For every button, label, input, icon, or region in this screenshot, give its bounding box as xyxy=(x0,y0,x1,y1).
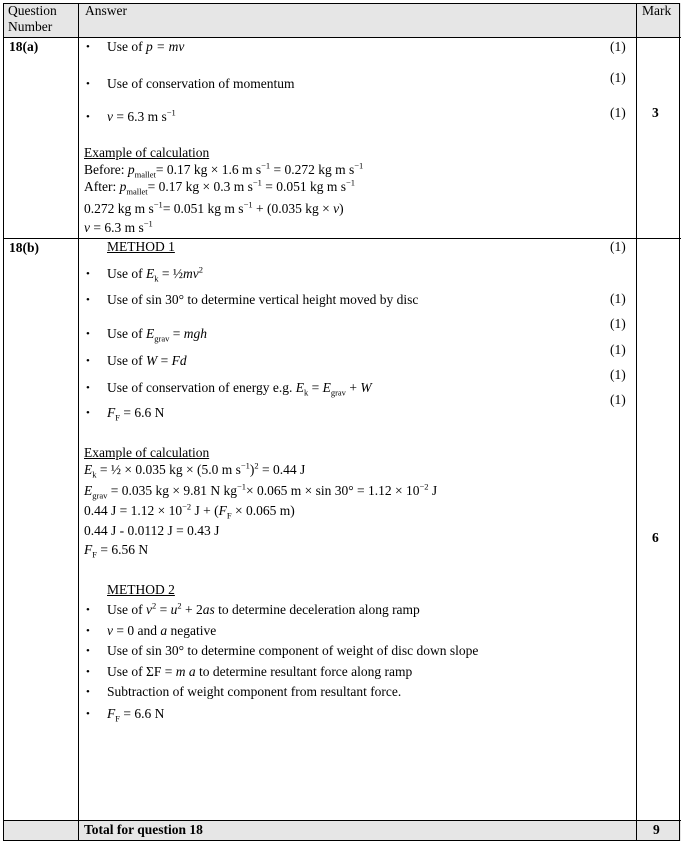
divider xyxy=(78,3,79,841)
text-segment: 0.272 kg m s xyxy=(84,201,154,216)
text-segment: E xyxy=(146,326,155,341)
text-segment: k xyxy=(92,469,97,480)
bullet-icon: • xyxy=(86,111,90,123)
answer-point xyxy=(107,405,164,421)
question-number-18b: 18(b) xyxy=(9,240,39,255)
text-segment: mallet xyxy=(126,186,148,197)
text-segment: k xyxy=(303,387,309,398)
text-segment: F xyxy=(218,503,227,518)
text-segment: p xyxy=(119,179,127,194)
text-segment: Use of sin 30° to determine vertical height moved by disc xyxy=(107,292,419,307)
text-segment: F xyxy=(115,412,120,423)
text-segment: = 6.6 N xyxy=(119,405,165,420)
bullet-icon: • xyxy=(86,294,90,306)
bullet-icon: • xyxy=(86,708,90,720)
text-segment: v xyxy=(146,602,152,617)
text-segment: 2 xyxy=(177,600,182,611)
mark-scheme-table xyxy=(3,3,680,841)
mark-value: (1) xyxy=(610,392,626,407)
bullet-icon: • xyxy=(86,666,90,678)
calculation-line xyxy=(84,201,344,217)
text-segment: −1 xyxy=(240,460,250,471)
bullet-icon: • xyxy=(86,686,90,698)
bullet-icon: • xyxy=(86,41,90,53)
text-segment: v xyxy=(107,109,113,124)
mark-value: (1) xyxy=(610,367,626,382)
text-segment: mv xyxy=(183,266,199,281)
text-segment: to determine resultant force along ramp xyxy=(195,664,413,679)
text-segment: J + ( xyxy=(191,503,219,518)
text-segment: = ½ xyxy=(158,266,183,281)
bullet-icon: • xyxy=(86,382,90,394)
text-segment: Use of xyxy=(107,326,146,341)
calculation-line xyxy=(84,179,355,195)
text-segment: Use of xyxy=(107,353,146,368)
bullet-icon: • xyxy=(86,604,90,616)
text-segment: F xyxy=(107,405,116,420)
mark-value: (1) xyxy=(610,70,626,85)
answer-point xyxy=(107,39,184,55)
text-segment: E xyxy=(84,462,93,477)
mark-value: (1) xyxy=(610,239,626,254)
text-segment: m a xyxy=(175,664,196,679)
text-segment: E xyxy=(322,380,331,395)
text-segment: + xyxy=(345,380,361,395)
answer-point xyxy=(107,326,207,342)
answer-point xyxy=(107,664,412,680)
total-label: Total for question 18 xyxy=(84,822,203,837)
text-segment: After: xyxy=(84,179,120,194)
answer-point xyxy=(107,643,478,659)
bullet-icon: • xyxy=(86,328,90,340)
text-segment: F xyxy=(226,510,232,521)
text-segment: = 0.17 kg × 1.6 m s xyxy=(155,162,262,177)
text-segment: k xyxy=(154,273,159,284)
text-segment: to determine deceleration along ramp xyxy=(214,602,420,617)
mark-value: (1) xyxy=(610,291,626,306)
text-segment: Use of xyxy=(107,266,146,281)
text-segment: 0.44 J - 0.0112 J = 0.43 J xyxy=(84,523,220,538)
answer-point xyxy=(107,602,420,618)
text-segment: = xyxy=(157,353,172,368)
text-segment: W xyxy=(360,380,372,395)
answer-point xyxy=(107,380,372,396)
text-segment: grav xyxy=(92,490,108,501)
text-segment: E xyxy=(295,380,304,395)
text-segment: grav xyxy=(154,333,170,344)
text-segment: v xyxy=(107,623,113,638)
text-segment: + (0.035 kg × xyxy=(252,201,334,216)
text-segment: negative xyxy=(167,623,217,638)
text-segment: = 6.6 N xyxy=(119,706,165,721)
text-segment: F xyxy=(92,549,97,560)
text-segment: Use of xyxy=(107,39,146,54)
text-segment: Use of ΣF = xyxy=(107,664,176,679)
text-segment: grav xyxy=(330,387,346,398)
text-segment: Subtraction of weight component from resultant force. xyxy=(107,684,402,699)
calculation-line xyxy=(84,542,148,558)
bullet-icon: • xyxy=(86,625,90,637)
text-segment: = xyxy=(308,380,323,395)
text-segment: u xyxy=(170,602,178,617)
text-segment: = 0 and xyxy=(113,623,161,638)
text-segment: 2 xyxy=(152,600,157,611)
mark-value: (1) xyxy=(610,316,626,331)
text-segment: J xyxy=(428,483,438,498)
text-segment: = 0.17 kg × 0.3 m s xyxy=(147,179,253,194)
text-segment: = 6.3 m s xyxy=(90,220,144,235)
calculation-line xyxy=(84,220,153,236)
calculation-line xyxy=(84,162,363,178)
example-title-18a: Example of calculation xyxy=(84,145,210,160)
answer-point xyxy=(107,109,176,125)
text-segment: 2 xyxy=(198,264,203,275)
text-segment: v xyxy=(333,201,340,216)
header-answer: Answer xyxy=(85,3,127,18)
text-segment: = xyxy=(169,326,184,341)
total-mark: 9 xyxy=(653,822,660,837)
answer-point xyxy=(107,76,294,92)
text-segment: F xyxy=(107,706,116,721)
bullet-icon: • xyxy=(86,407,90,419)
question-number-18a: 18(a) xyxy=(9,39,39,54)
text-segment: −1 xyxy=(236,481,247,492)
text-segment: p xyxy=(127,162,135,177)
bullet-icon: • xyxy=(86,268,90,280)
text-segment: × 0.065 m × sin 30° = 1.12 × 10 xyxy=(246,483,420,498)
bullet-icon: • xyxy=(86,355,90,367)
method2-title: METHOD 2 xyxy=(107,582,175,597)
divider xyxy=(3,238,681,239)
text-segment: −1 xyxy=(252,177,262,188)
text-segment: = 0.051 kg m s xyxy=(162,201,244,216)
text-segment: Use of conservation of energy e.g. xyxy=(107,380,296,395)
text-segment: W xyxy=(146,353,158,368)
text-segment: mgh xyxy=(183,326,207,341)
text-segment: −1 xyxy=(153,199,163,210)
calculation-line xyxy=(84,523,219,539)
answer-point xyxy=(107,292,418,308)
text-segment: = 0.035 kg × 9.81 N kg xyxy=(107,483,237,498)
text-segment: −1 xyxy=(346,177,356,188)
mark-value: (1) xyxy=(610,105,626,120)
divider xyxy=(3,37,681,38)
text-segment: Use of xyxy=(107,602,146,617)
calculation-line xyxy=(84,483,437,499)
calculation-line xyxy=(84,462,305,478)
text-segment: Before: xyxy=(84,162,128,177)
text-segment: −1 xyxy=(166,107,176,118)
text-segment: × 0.065 m) xyxy=(231,503,295,518)
text-segment: = xyxy=(156,602,171,617)
answer-point xyxy=(107,353,187,369)
answer-point xyxy=(107,623,216,639)
text-segment: = 0.44 J xyxy=(258,462,306,477)
bullet-icon: • xyxy=(86,645,90,657)
text-segment: = 0.272 kg m s xyxy=(270,162,355,177)
text-segment: = ½ × 0.035 kg × (5.0 m s xyxy=(96,462,241,477)
text-segment: v xyxy=(84,220,90,235)
text-segment: 2 xyxy=(254,460,259,471)
text-segment: −1 xyxy=(243,199,253,210)
text-segment: p = mv xyxy=(146,39,185,54)
example-title-18b: Example of calculation xyxy=(84,445,210,460)
text-segment: −1 xyxy=(143,218,153,229)
text-segment: −2 xyxy=(419,481,429,492)
mark-value: (1) xyxy=(610,342,626,357)
calculation-line xyxy=(84,503,295,519)
text-segment: as xyxy=(202,602,215,617)
text-segment: = 6.56 N xyxy=(96,542,149,557)
divider xyxy=(636,3,637,841)
text-segment: F xyxy=(84,542,93,557)
mark-value: (1) xyxy=(610,39,626,54)
text-segment: mallet xyxy=(134,169,156,180)
answer-point xyxy=(107,266,203,282)
text-segment: E xyxy=(84,483,93,498)
answer-point xyxy=(107,684,401,700)
text-segment: = 0.051 kg m s xyxy=(261,179,347,194)
text-segment: 0.44 J = 1.12 × 10 xyxy=(84,503,183,518)
total-mark-18b: 6 xyxy=(652,530,659,545)
text-segment: −1 xyxy=(261,160,271,171)
text-segment: ) xyxy=(339,201,344,216)
answer-point xyxy=(107,706,164,722)
header-question: Question xyxy=(8,3,57,18)
text-segment: Use of conservation of momentum xyxy=(107,76,295,91)
text-segment: ) xyxy=(249,462,255,477)
text-segment: Fd xyxy=(171,353,187,368)
text-segment: + 2 xyxy=(181,602,203,617)
text-segment: −2 xyxy=(182,501,192,512)
method1-title: METHOD 1 xyxy=(107,239,175,254)
text-segment: a xyxy=(160,623,168,638)
text-segment: = 6.3 m s xyxy=(113,109,167,124)
text-segment: F xyxy=(115,713,120,724)
text-segment: E xyxy=(146,266,155,281)
header-number: Number xyxy=(8,19,53,34)
total-mark-18a: 3 xyxy=(652,105,659,120)
text-segment: −1 xyxy=(354,160,364,171)
header-mark: Mark xyxy=(642,3,672,18)
text-segment: Use of sin 30° to determine component of weight of disc down slope xyxy=(107,643,479,658)
bullet-icon: • xyxy=(86,78,90,90)
